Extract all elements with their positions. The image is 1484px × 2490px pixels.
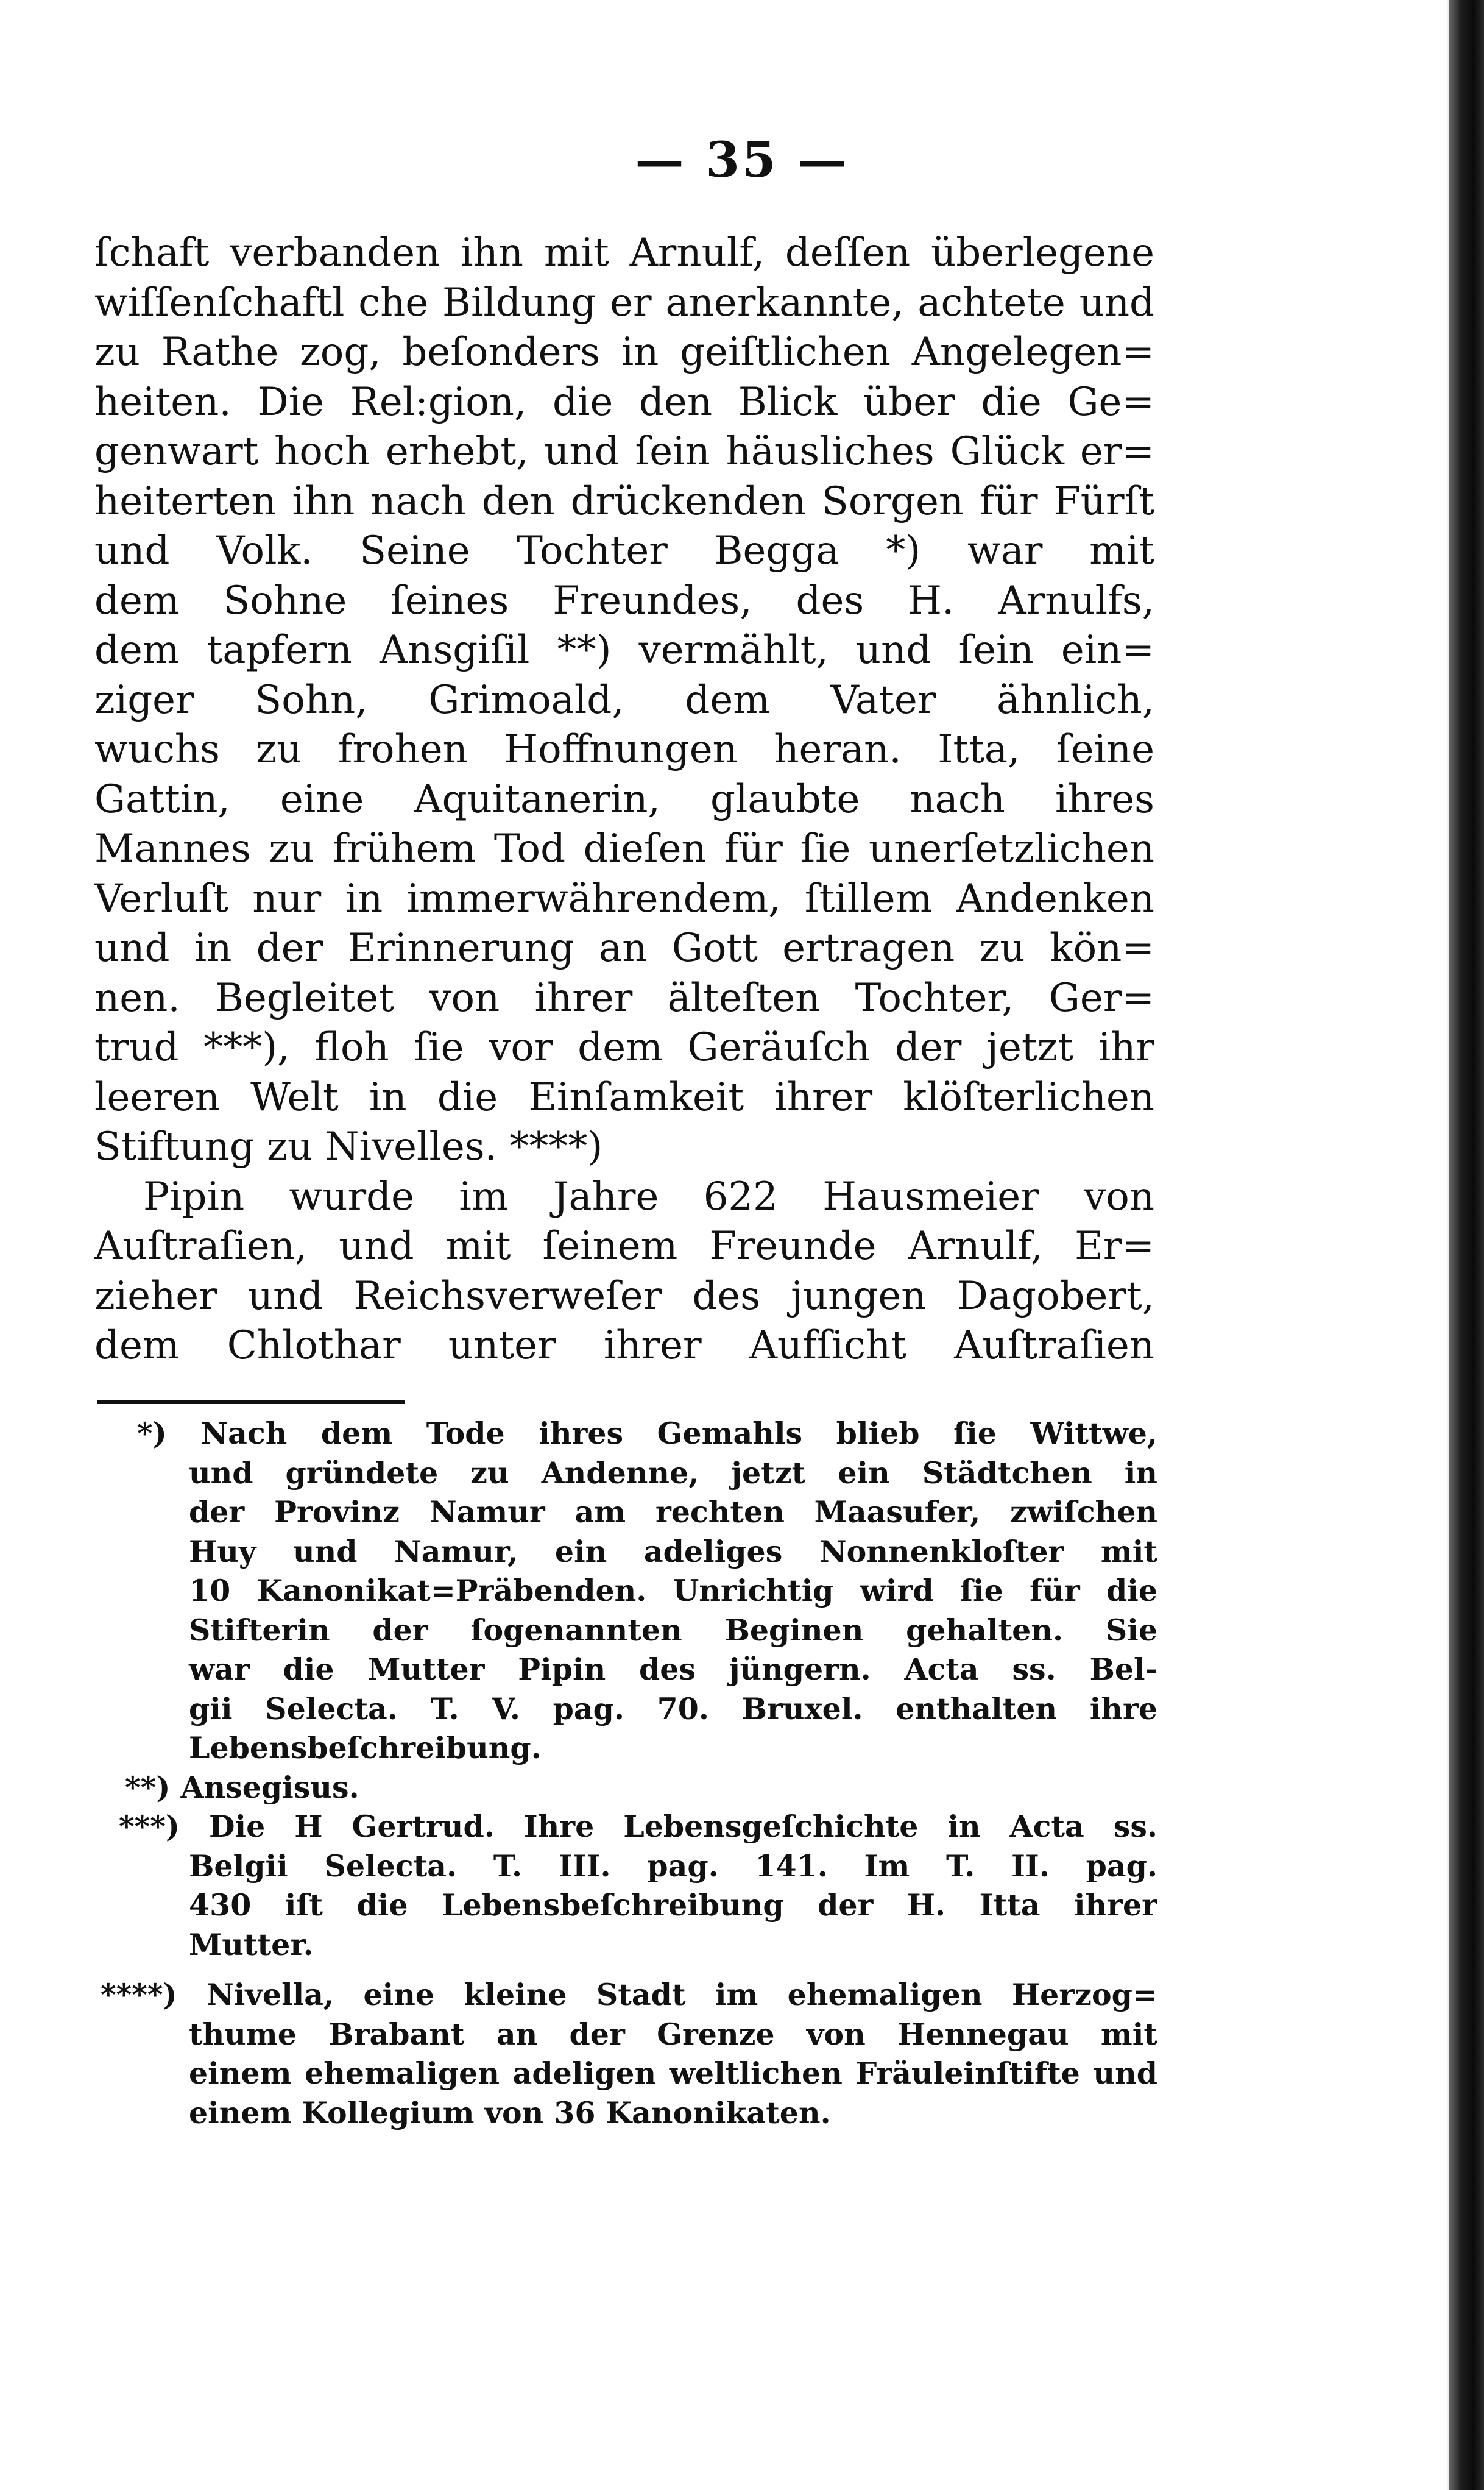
- text-line: zieher und Reichsverweſer des jungen Dagobert,: [94, 1273, 1154, 1319]
- text-line: Stiftung zu Nivelles. ****): [94, 1124, 603, 1169]
- text-line: Gattin, eine Aquitanerin, glaubte nach ihres: [94, 776, 1154, 822]
- footnote-line: der Provinz Namur am rechten Maasufer, zwiſchen: [189, 1494, 1157, 1530]
- text-line: wiſſenſchaftl che Bildung er anerkannte, achtete und: [94, 280, 1154, 325]
- footnote-line: gii Selecta. T. V. pag. 70. Bruxel. enthalten ihre: [189, 1690, 1157, 1726]
- footnote-separator-rule: [97, 1400, 405, 1404]
- footnote-line: Mutter.: [189, 1926, 314, 1962]
- text-line: und Volk. Seine Tochter Begga *) war mit: [94, 528, 1154, 573]
- footnote-line: thume Brabant an der Grenze von Hennegau mit: [189, 2016, 1157, 2052]
- footnote-line: Lebensbeſchreibung.: [189, 1730, 542, 1765]
- book-spine-edge: [1449, 0, 1484, 2490]
- footnotes-block: [94, 1414, 1157, 2132]
- footnote-2: [94, 1768, 1157, 1807]
- footnote-line: einem ehemaligen adeligen weltlichen Fräuleinſtifte und: [189, 2055, 1157, 2091]
- footnote-line: *) Nach dem Tode ihres Gemahls blieb ſie Wittwe,: [137, 1416, 1157, 1451]
- text-line: Verluſt nur in immerwährendem, ſtillem Andenken: [94, 876, 1154, 921]
- text-line: leeren Welt in die Einſamkeit ihrer klöſterlichen: [94, 1074, 1154, 1120]
- footnote-3: [94, 1807, 1157, 1964]
- footnote-line: Stifterin der ſogenannten Beginen gehalten. Sie: [189, 1612, 1157, 1648]
- footnote-line: **) Ansegisus.: [125, 1769, 359, 1805]
- text-line: dem tapfern Ansgiſil **) vermählt, und ſein ein=: [94, 628, 1154, 673]
- main-text-block: [94, 229, 1154, 1371]
- text-line: heiten. Die Rel:gion, die den Blick über die Ge=: [94, 379, 1154, 425]
- text-line: dem Chlothar unter ihrer Aufſicht Auſtraſien: [94, 1323, 1154, 1368]
- text-line: genwart hoch erhebt, und ſein häusliches Glück er=: [94, 429, 1154, 474]
- text-line: trud ***), floh ſie vor dem Geräuſch der jetzt ihr: [94, 1025, 1154, 1070]
- footnote-line: 430 iſt die Lebensbeſchreibung der H. Itta ihrer: [189, 1887, 1157, 1923]
- footnote-line: Huy und Namur, ein adeliges Nonnenkloſter mit: [189, 1533, 1157, 1569]
- footnote-line: war die Mutter Pipin des jüngern. Acta ss. Bel-: [189, 1651, 1157, 1687]
- footnote-4: [94, 1975, 1157, 2132]
- text-line: dem Sohne ſeines Freundes, des H. Arnulfs,: [94, 578, 1154, 623]
- page-number: — 35 —: [635, 131, 849, 188]
- text-line: zu Rathe zog, beſonders in geiſtlichen Angelegen=: [94, 330, 1154, 375]
- footnote-line: Belgii Selecta. T. III. pag. 141. Im T. II. pag.: [189, 1848, 1157, 1884]
- text-line: wuchs zu frohen Hoffnungen heran. Itta, ſeine: [94, 727, 1154, 772]
- text-line: heiterten ihn nach den drückenden Sorgen für Fürſt: [94, 478, 1154, 524]
- footnote-line: ****) Nivella, eine kleine Stadt im ehemaligen Herzog=: [101, 1977, 1157, 2012]
- text-line: Mannes zu frühem Tod dieſen für ſie unerſetzlichen: [94, 826, 1154, 871]
- footnote-line: einem Kollegium von 36 Kanonikaten.: [189, 2095, 831, 2130]
- text-line: und in der Erinnerung an Gott ertragen zu kön=: [94, 926, 1154, 971]
- footnote-1: [94, 1414, 1157, 1768]
- footnote-line: 10 Kanonikat=Präbenden. Unrichtig wird ſie für die: [189, 1573, 1157, 1608]
- text-line: ſchaft verbanden ihn mit Arnulf, deſſen überlegene: [94, 230, 1154, 275]
- text-line: Auſtraſien, und mit ſeinem Freunde Arnulf, Er=: [94, 1224, 1154, 1269]
- text-line: nen. Begleitet von ihrer älteſten Tochter, Ger=: [94, 975, 1154, 1021]
- footnote-line: und gründete zu Andenne, jetzt ein Städtchen in: [189, 1455, 1157, 1491]
- footnote-line: ***) Die H Gertrud. Ihre Lebensgeſchichte in Acta ss.: [119, 1809, 1157, 1844]
- text-line: ziger Sohn, Grimoald, dem Vater ähnlich,: [94, 677, 1154, 723]
- text-line: Pipin wurde im Jahre 622 Hausmeier von: [143, 1174, 1154, 1219]
